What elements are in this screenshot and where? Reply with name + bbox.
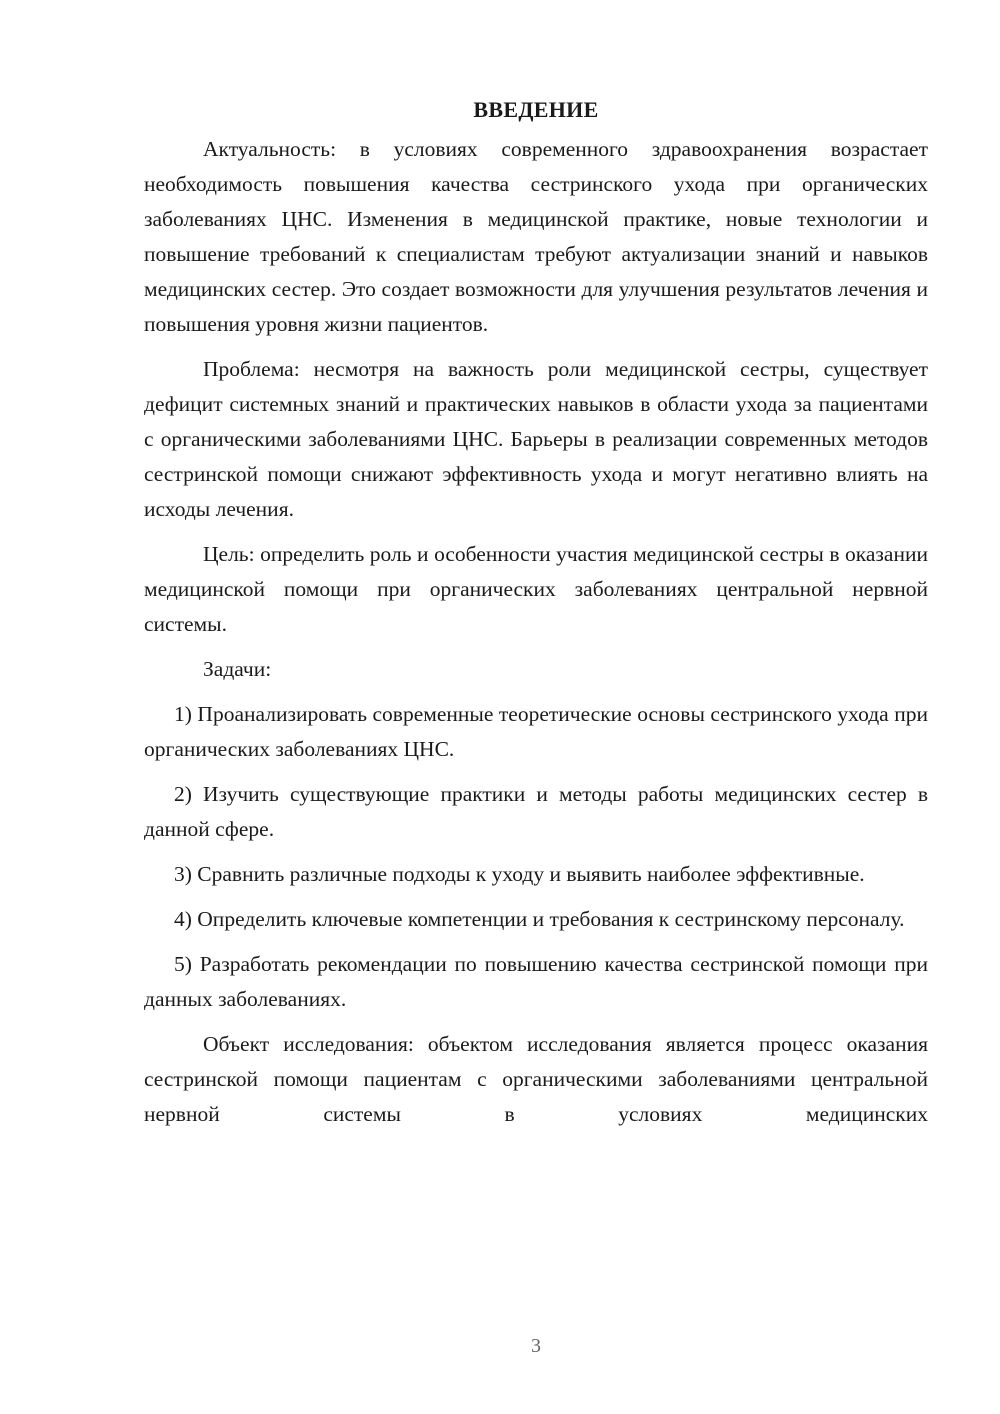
task-item-5: 5) Разработать рекомендации по повышению качества сестринской помощи при данных заболеваниях.	[144, 952, 928, 1011]
task-item-4: 4) Определить ключевые компетенции и требования к сестринскому персоналу.	[174, 907, 905, 931]
document-page	[144, 94, 928, 1142]
paragraph-object: Объект исследования: объектом исследования является процесс оказания сестринской помощи пациентам с органическими заболеваниями центральной нервной системы в условиях медицинских	[144, 1032, 928, 1126]
paragraph-problem: Проблема: несмотря на важность роли медицинской сестры, существует дефицит системных знаний и практических навыков в области ухода за пациентами с органическими заболеваниями ЦНС. Барьеры в реализации современных методов сестринской помощи снижают эффективность ухода и могут негативно влиять на исходы лечения.	[144, 357, 928, 521]
tasks-label: Задачи:	[203, 657, 272, 681]
task-item-2: 2) Изучить существующие практики и методы работы медицинских сестер в данной сфере.	[144, 782, 928, 841]
paragraph-relevance: Актуальность: в условиях современного здравоохранения возрастает необходимость повышения качества сестринского ухода при органических заболеваниях ЦНС. Изменения в медицинской практике, новые технологии и повышение требований к специалистам требуют актуализации знаний и навыков медицинских сестер. Это создает возможности для улучшения результатов лечения и повышения уровня жизни пациентов.	[144, 137, 928, 336]
section-heading: ВВЕДЕНИЕ	[473, 97, 599, 122]
page-number: 3	[531, 1335, 541, 1357]
task-item-3: 3) Сравнить различные подходы к уходу и выявить наиболее эффективные.	[174, 862, 865, 886]
paragraph-goal: Цель: определить роль и особенности участия медицинской сестры в оказании медицинской помощи при органических заболеваниях центральной нервной системы.	[144, 542, 928, 636]
task-item-1: 1) Проанализировать современные теоретические основы сестринского ухода при органических заболеваниях ЦНС.	[144, 702, 928, 761]
